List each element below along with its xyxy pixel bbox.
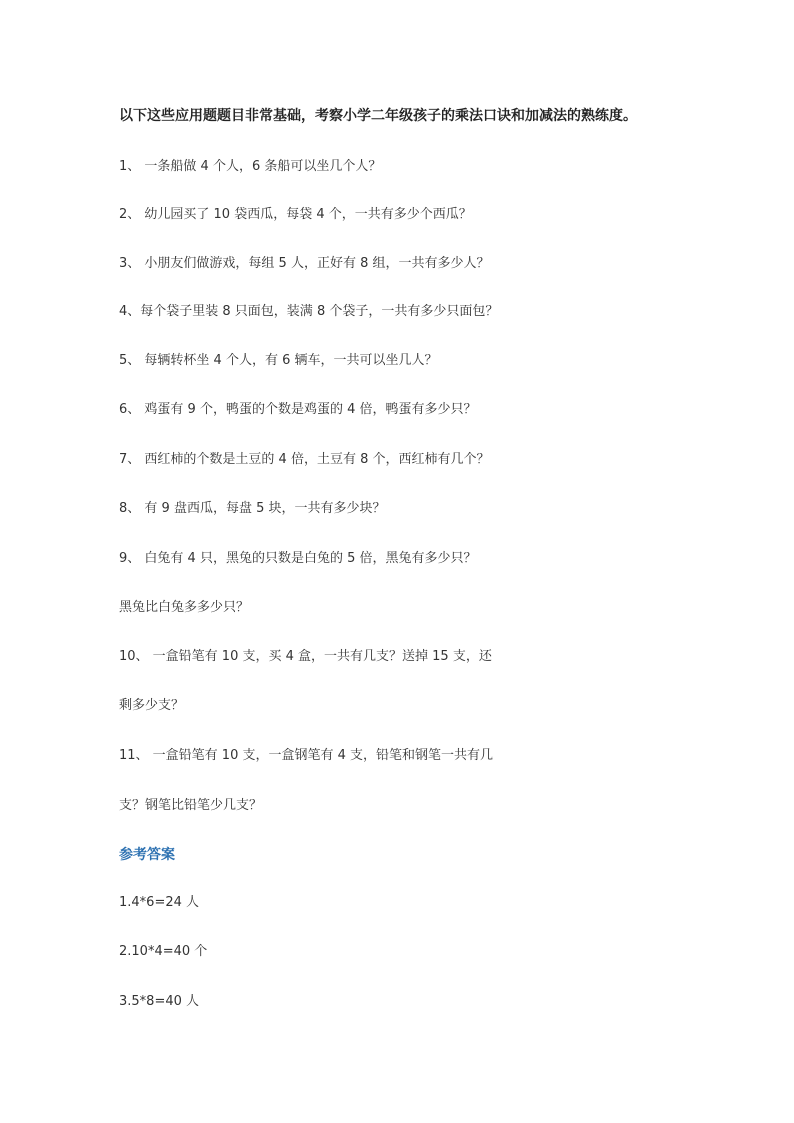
question-5: 5、 每辆转杯坐 4 个人，有 6 辆车，一共可以坐几人？ [119, 353, 438, 368]
question-10-continued: 剩多少支？ [119, 698, 185, 713]
question-8: 8、 有 9 盘西瓜，每盘 5 块，一共有多少块？ [119, 501, 386, 516]
answers-heading: 参考答案 [119, 847, 175, 863]
answer-1: 1.4*6=24 人 [119, 895, 200, 910]
question-7: 7、 西红柿的个数是土豆的 4 倍，土豆有 8 个，西红柿有几个？ [119, 452, 490, 467]
answer-2: 2.10*4=40 个 [119, 944, 208, 959]
answer-3: 3.5*8=40 人 [119, 994, 200, 1009]
intro-text: 以下这些应用题题目非常基础，考察小学二年级孩子的乘法口诀和加减法的熟练度。 [119, 108, 637, 124]
question-4: 4、每个袋子里装 8 只面包，装满 8 个袋子，一共有多少只面包？ [119, 304, 499, 319]
question-6: 6、 鸡蛋有 9 个，鸭蛋的个数是鸡蛋的 4 倍，鸭蛋有多少只？ [119, 402, 477, 417]
question-1: 1、 一条船做 4 个人，6 条船可以坐几个人？ [119, 159, 382, 174]
question-11: 11、 一盒铅笔有 10 支，一盒钢笔有 4 支，铅笔和钢笔一共有几 [119, 748, 494, 763]
question-11-continued: 支？钢笔比铅笔少几支？ [119, 798, 263, 813]
question-9: 9、 白兔有 4 只，黑兔的只数是白兔的 5 倍，黑兔有多少只？ [119, 551, 477, 566]
question-2: 2、 幼儿园买了 10 袋西瓜，每袋 4 个，一共有多少个西瓜？ [119, 207, 472, 222]
question-10: 10、 一盒铅笔有 10 支，买 4 盒，一共有几支？送掉 15 支，还 [119, 649, 492, 664]
question-3: 3、 小朋友们做游戏，每组 5 人，正好有 8 组，一共有多少人？ [119, 256, 490, 271]
question-9-continued: 黑兔比白兔多多少只？ [119, 600, 250, 615]
